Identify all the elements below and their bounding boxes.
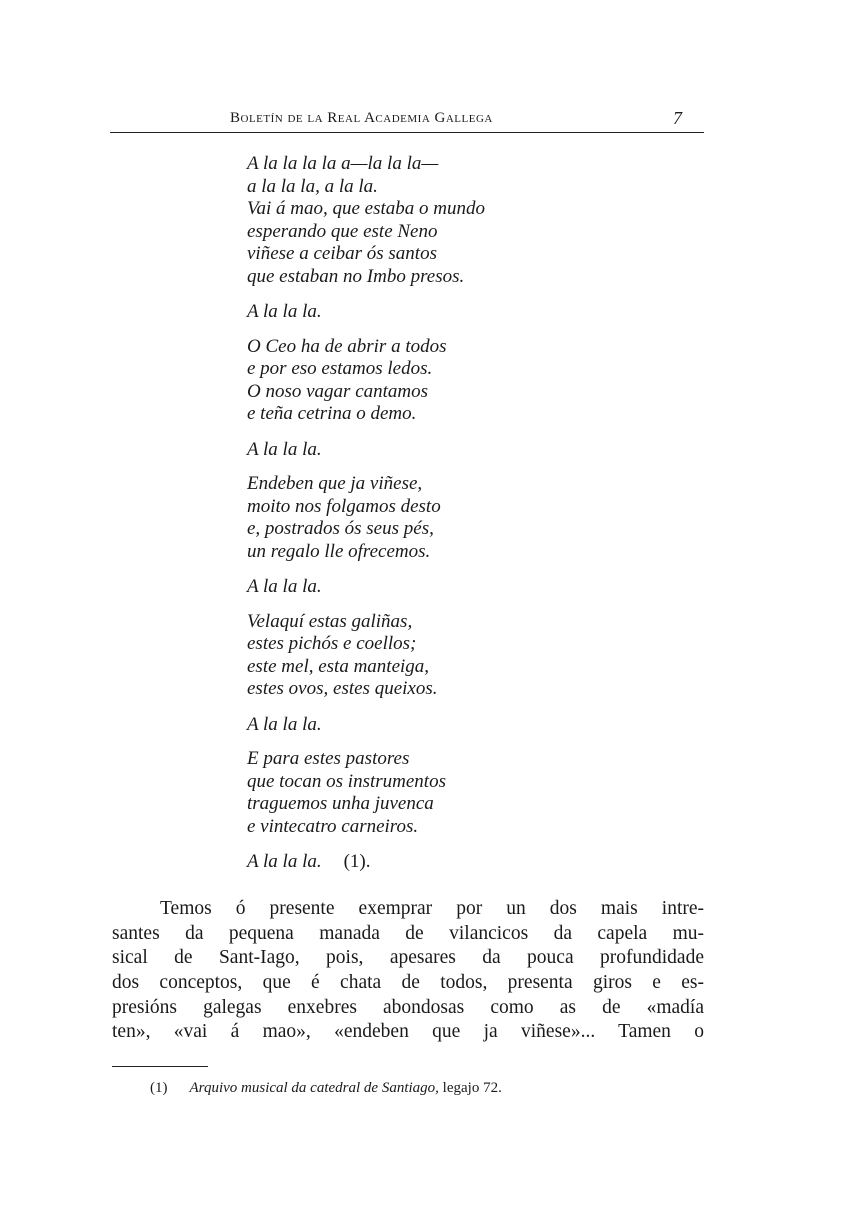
- poem-line: e vintecatro carneiros.: [247, 815, 419, 837]
- poem-stanza: [247, 748, 667, 838]
- poem-line: A la la la.: [247, 301, 322, 322]
- footnote-divider: [112, 1066, 208, 1067]
- poem-line: a la la la, a la la.: [247, 175, 378, 197]
- poem-line: traguemos unha juvenca: [247, 793, 434, 814]
- poem-line: e teña cetrina o demo.: [247, 403, 417, 424]
- poem-villancico: [247, 153, 667, 886]
- poem-line: Endeben que ja viñese,: [247, 473, 423, 494]
- poem-line: esperando que este Neno: [247, 220, 438, 242]
- poem-refrain: [247, 714, 667, 737]
- page-number: 7: [673, 108, 682, 128]
- poem-refrain: [247, 301, 667, 324]
- commentary-paragraph: [112, 897, 704, 1045]
- footnote-source-title: Arquivo musical da catedral de Santiago,: [189, 1080, 439, 1096]
- poem-stanza: [247, 473, 667, 563]
- poem-line: e, postrados ós seus pés,: [247, 518, 434, 539]
- footnote-source-detail: legajo 72.: [442, 1080, 502, 1096]
- poem-line-final: [247, 851, 667, 874]
- poem-stanza: [247, 611, 667, 701]
- paragraph-line: santes da pequena manada de vilancicos da capela mu-: [112, 922, 704, 944]
- footnote: [150, 1080, 670, 1097]
- poem-refrain: [247, 439, 667, 462]
- poem-line: estes ovos, estes queixos.: [247, 678, 438, 699]
- paragraph-line: dos conceptos, que é chata de todos, presenta giros e es-: [112, 972, 704, 994]
- paragraph-line: presións galegas enxebres abondosas como as de «madía: [112, 996, 704, 1018]
- paragraph-line: Temos ó presente exemprar por un dos mais intre-: [160, 898, 704, 919]
- poem-refrain: [247, 576, 667, 599]
- poem-line: que estaban no Imbo presos.: [247, 265, 465, 287]
- poem-line-text: A la la la.: [247, 851, 322, 872]
- poem-line: A la la la.: [247, 438, 322, 460]
- footnote-mark: (1): [150, 1080, 168, 1096]
- footnote-reference: (1).: [343, 851, 371, 872]
- poem-line: O noso vagar cantamos: [247, 380, 429, 402]
- poem-line: A la la la.: [247, 713, 322, 735]
- paragraph-line: sical de Sant-Iago, pois, apesares da pouca profundidade: [112, 947, 704, 969]
- poem-line: este mel, esta manteiga,: [247, 655, 430, 677]
- poem-line: estes pichós e coellos;: [247, 633, 417, 654]
- poem-line: A la la la.: [247, 576, 322, 597]
- poem-stanza: [247, 336, 667, 426]
- poem-line: Velaquí estas galiñas,: [247, 610, 413, 632]
- poem-line: que tocan os instrumentos: [247, 770, 446, 792]
- paragraph-line: ten», «vai á mao», «endeben que ja viñese»... Tamen o: [112, 1021, 704, 1043]
- running-header: [110, 108, 704, 133]
- poem-line: moito nos folgamos desto: [247, 495, 441, 517]
- running-title: Boletín de la Real Academia Gallega: [230, 110, 493, 126]
- poem-refrain: [247, 851, 667, 874]
- poem-line: O Ceo ha de abrir a todos: [247, 335, 447, 357]
- poem-line: E para estes pastores: [247, 748, 410, 769]
- poem-stanza: [247, 153, 667, 288]
- poem-line: e por eso estamos ledos.: [247, 358, 433, 379]
- poem-line: viñese a ceibar ós santos: [247, 243, 437, 264]
- poem-line: Vai á mao, que estaba o mundo: [247, 198, 486, 219]
- poem-line: A la la la la a—la la la—: [247, 153, 439, 174]
- poem-line: un regalo lle ofrecemos.: [247, 540, 431, 562]
